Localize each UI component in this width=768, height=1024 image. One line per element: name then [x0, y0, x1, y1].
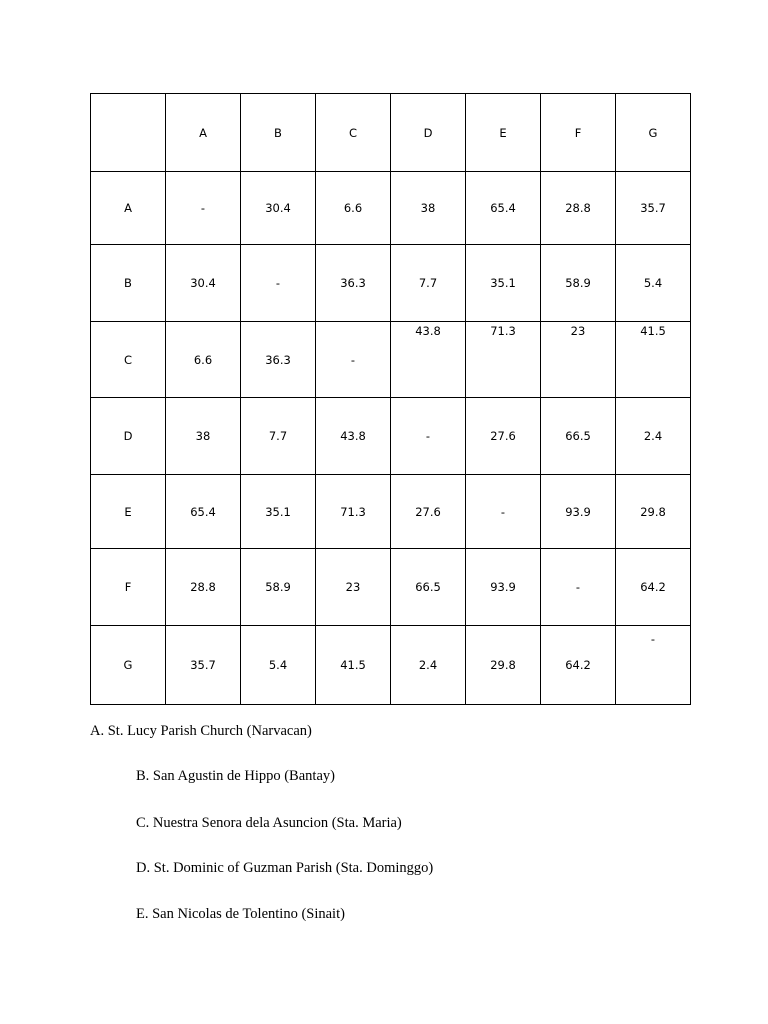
legend-item: A. St. Lucy Parish Church (Narvacan) [90, 723, 312, 739]
table-row [91, 626, 691, 705]
distance-cell: 41.5 [316, 626, 391, 705]
table-row [91, 398, 691, 475]
table-row [91, 475, 691, 549]
distance-cell: 35.1 [241, 475, 316, 549]
distance-cell: 28.8 [166, 549, 241, 626]
legend-item: D. St. Dominic of Guzman Parish (Sta. Dominggo) [136, 860, 434, 876]
row-header: G [91, 626, 166, 705]
distance-cell: 27.6 [466, 398, 541, 475]
distance-cell: - [541, 549, 616, 626]
legend-item: E. San Nicolas de Tolentino (Sinait) [136, 906, 345, 922]
column-header: B [241, 94, 316, 172]
row-header: A [91, 172, 166, 245]
distance-cell: - [616, 626, 691, 705]
row-header: F [91, 549, 166, 626]
table-row [91, 549, 691, 626]
distance-cell: 65.4 [466, 172, 541, 245]
distance-cell: 30.4 [166, 245, 241, 322]
distance-table [90, 93, 691, 705]
column-header: G [616, 94, 691, 172]
legend-item: C. Nuestra Senora dela Asuncion (Sta. Maria) [136, 815, 402, 831]
distance-cell: 28.8 [541, 172, 616, 245]
distance-cell: 66.5 [541, 398, 616, 475]
column-header: A [166, 94, 241, 172]
distance-cell: 43.8 [391, 322, 466, 398]
distance-cell: 6.6 [166, 322, 241, 398]
distance-cell: 43.8 [316, 398, 391, 475]
table-row [91, 245, 691, 322]
column-header: C [316, 94, 391, 172]
distance-cell: 27.6 [391, 475, 466, 549]
column-header: E [466, 94, 541, 172]
row-header: C [91, 322, 166, 398]
column-header: F [541, 94, 616, 172]
distance-cell: 64.2 [616, 549, 691, 626]
distance-cell: 35.7 [166, 626, 241, 705]
table-header-row [91, 94, 691, 172]
distance-cell: 35.7 [616, 172, 691, 245]
distance-cell: 71.3 [316, 475, 391, 549]
distance-cell: 93.9 [541, 475, 616, 549]
distance-cell: 58.9 [241, 549, 316, 626]
distance-cell: 64.2 [541, 626, 616, 705]
distance-cell: 7.7 [241, 398, 316, 475]
distance-cell: 65.4 [166, 475, 241, 549]
distance-cell: 93.9 [466, 549, 541, 626]
distance-cell: - [241, 245, 316, 322]
distance-cell: 6.6 [316, 172, 391, 245]
row-header: B [91, 245, 166, 322]
table-row [91, 172, 691, 245]
row-header: E [91, 475, 166, 549]
distance-cell: - [391, 398, 466, 475]
row-header: D [91, 398, 166, 475]
distance-cell: 38 [166, 398, 241, 475]
distance-cell: - [466, 475, 541, 549]
distance-cell: 41.5 [616, 322, 691, 398]
distance-cell: 36.3 [241, 322, 316, 398]
legend-item: B. San Agustin de Hippo (Bantay) [136, 768, 335, 784]
distance-cell: - [316, 322, 391, 398]
corner-cell [91, 94, 166, 172]
distance-cell: 29.8 [466, 626, 541, 705]
distance-cell: 5.4 [616, 245, 691, 322]
distance-cell: 2.4 [391, 626, 466, 705]
distance-cell: 36.3 [316, 245, 391, 322]
distance-cell: 66.5 [391, 549, 466, 626]
distance-cell: 58.9 [541, 245, 616, 322]
distance-cell: 71.3 [466, 322, 541, 398]
distance-cell: 30.4 [241, 172, 316, 245]
column-header: D [391, 94, 466, 172]
distance-cell: 23 [541, 322, 616, 398]
distance-cell: 2.4 [616, 398, 691, 475]
distance-cell: 29.8 [616, 475, 691, 549]
distance-cell: - [166, 172, 241, 245]
distance-cell: 5.4 [241, 626, 316, 705]
distance-cell: 35.1 [466, 245, 541, 322]
table-row [91, 322, 691, 398]
distance-cell: 38 [391, 172, 466, 245]
distance-cell: 7.7 [391, 245, 466, 322]
distance-cell: 23 [316, 549, 391, 626]
